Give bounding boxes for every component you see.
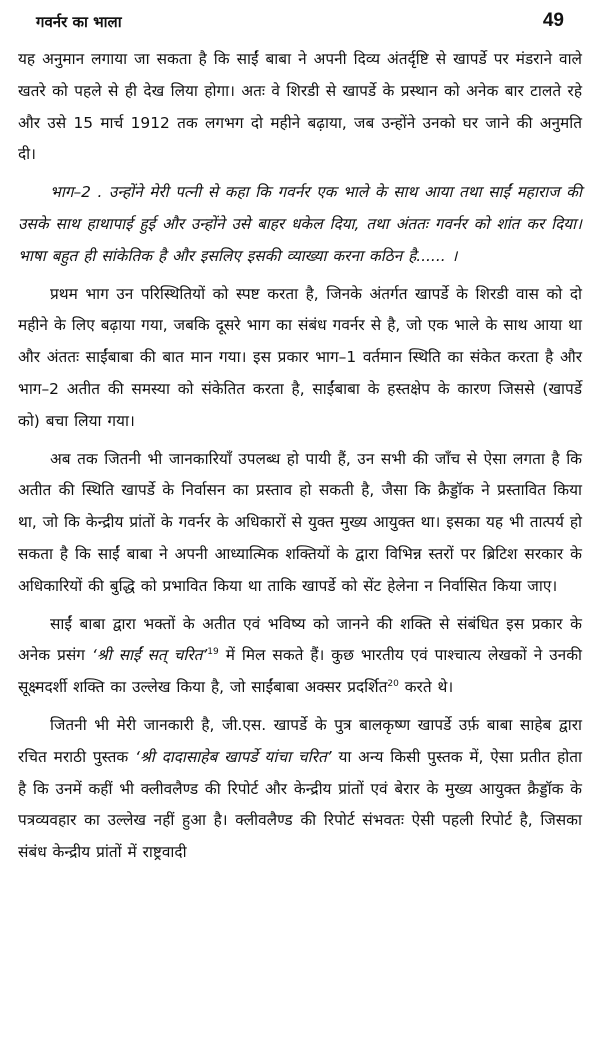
page-body (18, 44, 582, 869)
footnote-ref-20: 20 (387, 679, 399, 690)
paragraph-2-quote: भाग–2 . उन्होंने मेरी पत्नी से कहा कि गवर्नर एक भाले के साथ आया तथा साईं महाराज की उसके साथ हाथापाई हुई और उन्होंने उसे बाहर धकेल दिया, तथा अंततः गवर्नर को शांत कर दिया। भाषा बहुत ही सांकेतिक है और इसलिए इसकी व्याख्या करना कठिन है...... । (18, 183, 582, 265)
paragraph-6-text-a: जितनी भी मेरी जानकारी है, जी.एस. खापर्डे के पुत्र बालकृष्ण खापर्डे उर्फ़ बाबा साहेब द्वारा रचित मराठी पुस्तक (18, 715, 582, 766)
paragraph-3: प्रथम भाग उन परिस्थितियों को स्पष्ट करता है, जिनके अंतर्गत खापर्डे के शिरडी वास को दो महीने के लिए बढ़ाया गया, जबकि दूसरे भाग का संबंध गवर्नर से है, जो एक भाले के साथ आया था और अंततः साईंबाबा की बात मान गया। इस प्रकार भाग–1 वर्तमान स्थिति का संकेत करता है और भाग–2 अतीत की समस्या को संकेतित करता है, साईंबाबा के हस्तक्षेप के कारण जिससे (खापर्डे को) बचा लिया गया। (18, 284, 582, 430)
paragraph-5-text-c: करते थे। (398, 678, 454, 697)
running-title: गवर्नर का भाला (36, 13, 122, 31)
page-header (18, 0, 582, 40)
page-number: 49 (542, 10, 564, 31)
paragraph-1: यह अनुमान लगाया जा सकता है कि साईं बाबा ने अपनी दिव्य अंतर्दृष्टि से खापर्डे पर मंडराने वाले खतरे को पहले से ही देख लिया होगा। अतः वे शिरडी से खापर्डे के प्रस्थान को अनेक बार टालते रहे और उसे 15 मार्च 1912 तक लगभग दो महीने बढ़ाया, जब उन्होंने उनको घर जाने की अनुमति दी। (18, 50, 582, 164)
book-title-sai-satcharit: ‘श्री साईं सत् चरित’ (91, 646, 208, 665)
paragraph-6-text-b: या अन्य किसी पुस्तक में, ऐसा प्रतीत होता है कि उनमें कहीं भी क्लीवलैण्ड की रिपोर्ट और केन्द्रीय प्रांतों एवं बेरार के मुख्य आयुक्त क्रैड्डॉक के पत्रव्यवहार का उल्लेख नहीं हुआ है। क्लीवलैण्ड की रिपोर्ट संभवतः ऐसी पहली रिपोर्ट है, जिसका संबंध केन्द्रीय प्रांतों में राष्ट्रवादी (18, 747, 582, 862)
paragraph-6 (18, 710, 582, 869)
paragraph-4: अब तक जितनी भी जानकारियाँ उपलब्ध हो पायी हैं, उन सभी की जाँच से ऐसा लगता है कि अतीत की स्थिति खापर्डे के निर्वासन का प्रस्ताव हो सकती है, जैसा कि क्रैड्डॉक ने प्रस्तावित किया था, जो कि केन्द्रीय प्रांतों के गवर्नर के अधिकारों से युक्त मुख्य आयुक्त था। इसका यह भी तात्पर्य हो सकता है कि साईं बाबा ने अपनी आध्यात्मिक शक्तियों के द्वारा विभिन्न स्तरों पर ब्रिटिश सरकार के अधिकारियों की बुद्धि को प्रभावित किया था ताकि खापर्डे को सेंट हेलेना न निर्वासित किया जाए। (18, 449, 582, 595)
book-title-khaparde-charit: ‘श्री दादासाहेब खापर्डे यांचा चरित’ (135, 747, 332, 766)
footnote-ref-19: 19 (207, 647, 219, 658)
paragraph-5 (18, 609, 582, 704)
paragraph-5-text-b: में मिल सकते हैं। कुछ भारतीय एवं पाश्चात्य लेखकों ने उनकी सूक्ष्मदर्शी शक्ति का उल्लेख किया है, जो साईंबाबा अक्सर प्रदर्शित (18, 646, 582, 697)
paragraph-5-text-a: साईं बाबा द्वारा भक्तों के अतीत एवं भविष्य को जानने की शक्ति से संबंधित इस प्रकार के अनेक प्रसंग (18, 614, 582, 665)
